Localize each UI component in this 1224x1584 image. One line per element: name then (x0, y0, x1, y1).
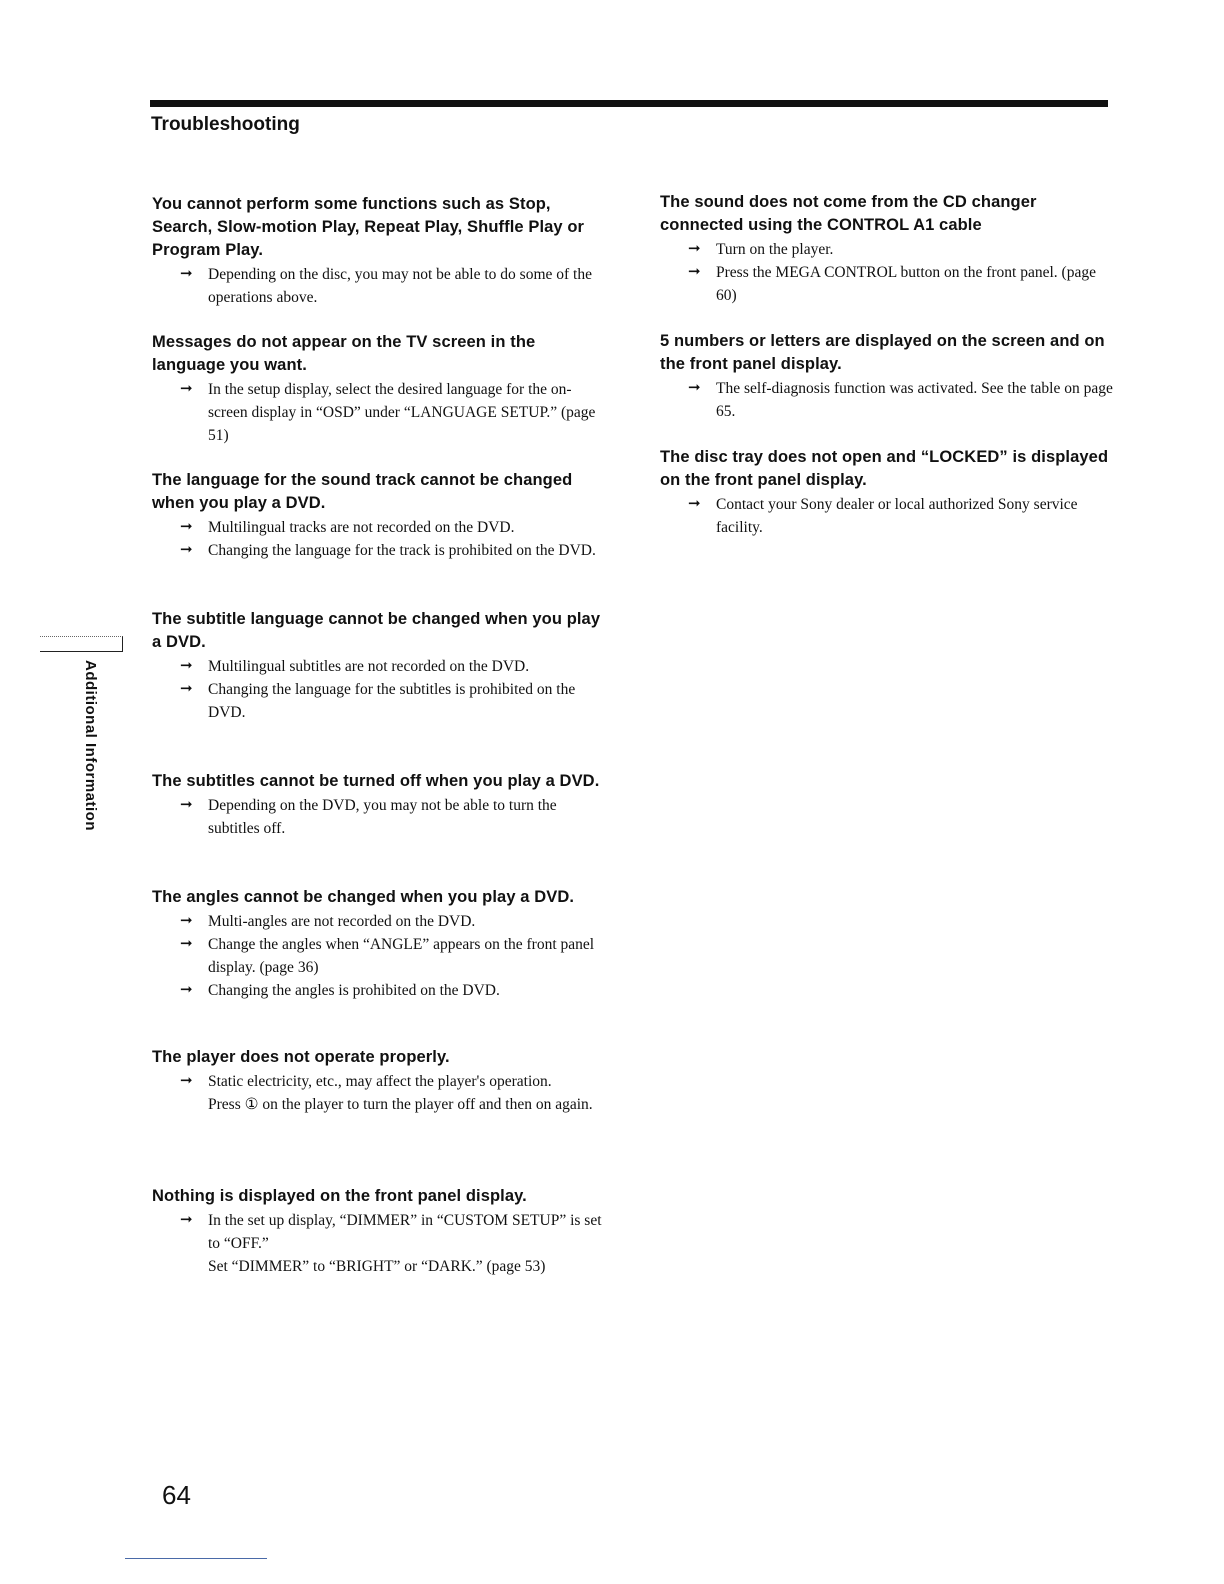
arrow-right-icon: ➞ (180, 542, 193, 558)
remedy-text: In the set up display, “DIMMER” in “CUSTOM SETUP” is set to “OFF.” (208, 1212, 602, 1252)
troubleshooting-section (152, 1046, 612, 1116)
troubleshooting-section (152, 608, 612, 724)
arrow-right-icon: ➞ (688, 496, 701, 512)
remedy-text: Multilingual tracks are not recorded on the DVD. (208, 519, 515, 536)
arrow-right-icon: ➞ (180, 519, 193, 535)
page-title: Troubleshooting (151, 114, 300, 135)
section-heading: 5 numbers or letters are displayed on the screen and on the front panel display. (660, 332, 1105, 373)
side-tab-label: Additional Information (82, 660, 99, 831)
remedy-item (152, 979, 608, 1002)
remedy-text: Press the MEGA CONTROL button on the front panel. (page 60) (716, 264, 1096, 304)
section-heading: The subtitle language cannot be changed when you play a DVD. (152, 610, 601, 651)
section-heading: The player does not operate properly. (152, 1048, 450, 1066)
page-number: 64 (162, 1480, 191, 1510)
arrow-right-icon: ➞ (180, 797, 193, 813)
section-heading: The sound does not come from the CD changer connected using the CONTROL A1 cable (660, 193, 1037, 234)
remedy-text: Changing the language for the track is prohibited on the DVD. (208, 542, 596, 559)
arrow-right-icon: ➞ (688, 241, 701, 257)
arrow-right-icon: ➞ (180, 681, 193, 697)
remedy-text: Set “DIMMER” to “BRIGHT” or “DARK.” (page 53) (208, 1258, 546, 1275)
section-heading: The language for the sound track cannot be changed when you play a DVD. (152, 471, 573, 512)
remedy-text: Static electricity, etc., may affect the player's operation. (208, 1073, 552, 1090)
troubleshooting-section (152, 193, 612, 309)
remedy-text: Depending on the disc, you may not be able to do some of the operations above. (208, 266, 592, 306)
remedy-text: In the setup display, select the desired language for the on-screen display in “OSD” under “LANGUAGE SETUP.” (page 51) (208, 381, 596, 444)
troubleshooting-section (152, 886, 612, 1002)
remedy-item (152, 794, 608, 840)
section-heading: Messages do not appear on the TV screen in the language you want. (152, 333, 536, 374)
troubleshooting-section (660, 191, 1120, 307)
remedy-item (152, 516, 608, 539)
arrow-right-icon: ➞ (688, 380, 701, 396)
troubleshooting-section (660, 446, 1120, 539)
remedy-item (152, 378, 608, 447)
section-heading: The angles cannot be changed when you play a DVD. (152, 888, 575, 906)
remedy-item (152, 1209, 608, 1255)
footer-rule (125, 1558, 267, 1559)
remedy-item (660, 238, 1116, 261)
remedy-note (152, 1093, 608, 1116)
arrow-right-icon: ➞ (180, 266, 193, 282)
remedy-text: Multilingual subtitles are not recorded on the DVD. (208, 658, 530, 675)
remedy-text: Depending on the DVD, you may not be able to turn the subtitles off. (208, 797, 557, 837)
arrow-right-icon: ➞ (180, 658, 193, 674)
remedy-item (660, 493, 1116, 539)
arrow-right-icon: ➞ (180, 936, 193, 952)
side-tab-marker (40, 636, 123, 652)
troubleshooting-section (152, 770, 612, 840)
arrow-right-icon: ➞ (180, 381, 193, 397)
remedy-item (152, 1070, 608, 1093)
remedy-text: Changing the language for the subtitles is prohibited on the DVD. (208, 681, 576, 721)
remedy-item (152, 933, 608, 979)
remedy-text: Change the angles when “ANGLE” appears on the front panel display. (page 36) (208, 936, 595, 976)
troubleshooting-section (152, 331, 612, 447)
arrow-right-icon: ➞ (180, 1212, 193, 1228)
section-heading: You cannot perform some functions such as Stop, Search, Slow-motion Play, Repeat Play, Shuffle Play or Program Play. (152, 195, 585, 259)
remedy-item (152, 655, 608, 678)
troubleshooting-section (660, 330, 1120, 423)
arrow-right-icon: ➞ (180, 913, 193, 929)
troubleshooting-section (152, 469, 612, 562)
arrow-right-icon: ➞ (688, 264, 701, 280)
remedy-note (152, 1255, 608, 1278)
remedy-text: Turn on the player. (716, 241, 834, 258)
remedy-item (152, 263, 608, 309)
section-heading: Nothing is displayed on the front panel display. (152, 1187, 527, 1205)
remedy-item (660, 377, 1116, 423)
remedy-text: Contact your Sony dealer or local authorized Sony service facility. (716, 496, 1078, 536)
arrow-right-icon: ➞ (180, 982, 193, 998)
troubleshooting-section (152, 1185, 612, 1278)
section-heading: The subtitles cannot be turned off when you play a DVD. (152, 772, 600, 790)
section-heading: The disc tray does not open and “LOCKED” is displayed on the front panel display. (660, 448, 1109, 489)
remedy-text: Multi-angles are not recorded on the DVD. (208, 913, 476, 930)
remedy-item (660, 261, 1116, 307)
remedy-item (152, 910, 608, 933)
remedy-item (152, 539, 608, 562)
remedy-text: The self-diagnosis function was activated. See the table on page 65. (716, 380, 1113, 420)
remedy-item (152, 678, 608, 724)
remedy-text: Press ① on the player to turn the player off and then on again. (208, 1096, 593, 1113)
header-rule (150, 100, 1108, 107)
arrow-right-icon: ➞ (180, 1073, 193, 1089)
remedy-text: Changing the angles is prohibited on the DVD. (208, 982, 500, 999)
